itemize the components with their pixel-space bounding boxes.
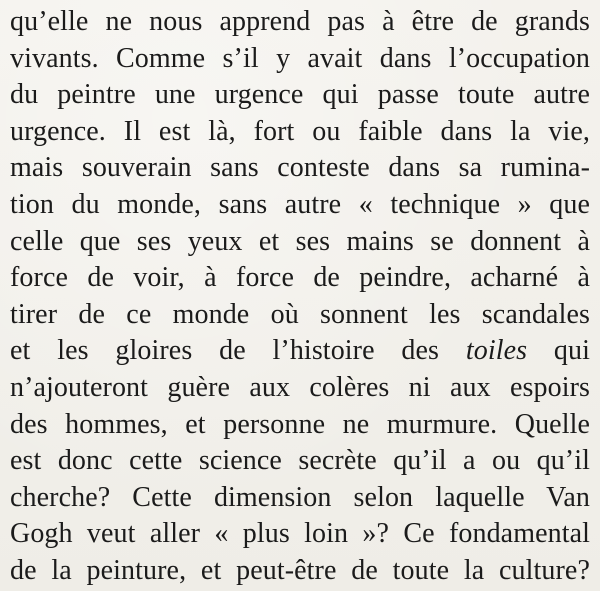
text-line: est donc cette science secrète qu’il a ou qu’il <box>10 445 590 477</box>
text-line: qu’elle ne nous apprend pas à être de grands <box>10 6 590 37</box>
text-line: urgence. Il est là, fort ou faible dans la vie, <box>10 115 590 147</box>
text-line: n’ajouteront guère aux colères ni aux espoirs <box>10 371 590 403</box>
text-line: de la peinture, et peut-être de toute la culture? <box>10 554 590 586</box>
text-line: tion du monde, sans autre « technique » que <box>10 188 590 220</box>
text-segment: et les gloires de l’histoire des <box>10 335 466 367</box>
text-line: cherche? Cette dimension selon laquelle Van <box>10 481 590 513</box>
text-line: mais souverain sans conteste dans sa rumina- <box>10 152 590 184</box>
text-line-with-emphasis <box>10 333 590 370</box>
text-line: force de voir, à force de peindre, acharné à <box>10 262 590 294</box>
text-line: vivants. Comme s’il y avait dans l’occupation <box>10 42 590 74</box>
text-line: Gogh veut aller « plus loin »? Ce fondamental <box>10 518 590 550</box>
text-line: celle que ses yeux et ses mains se donnent à <box>10 225 590 257</box>
text-line: des hommes, et personne ne murmure. Quelle <box>10 408 590 440</box>
text-line: du peintre une urgence qui passe toute autre <box>10 79 590 111</box>
text-line: tirer de ce monde où sonnent les scandales <box>10 298 590 330</box>
paragraph <box>10 4 590 590</box>
emphasized-word: toiles <box>465 335 528 367</box>
text-segment: qui <box>527 335 590 367</box>
